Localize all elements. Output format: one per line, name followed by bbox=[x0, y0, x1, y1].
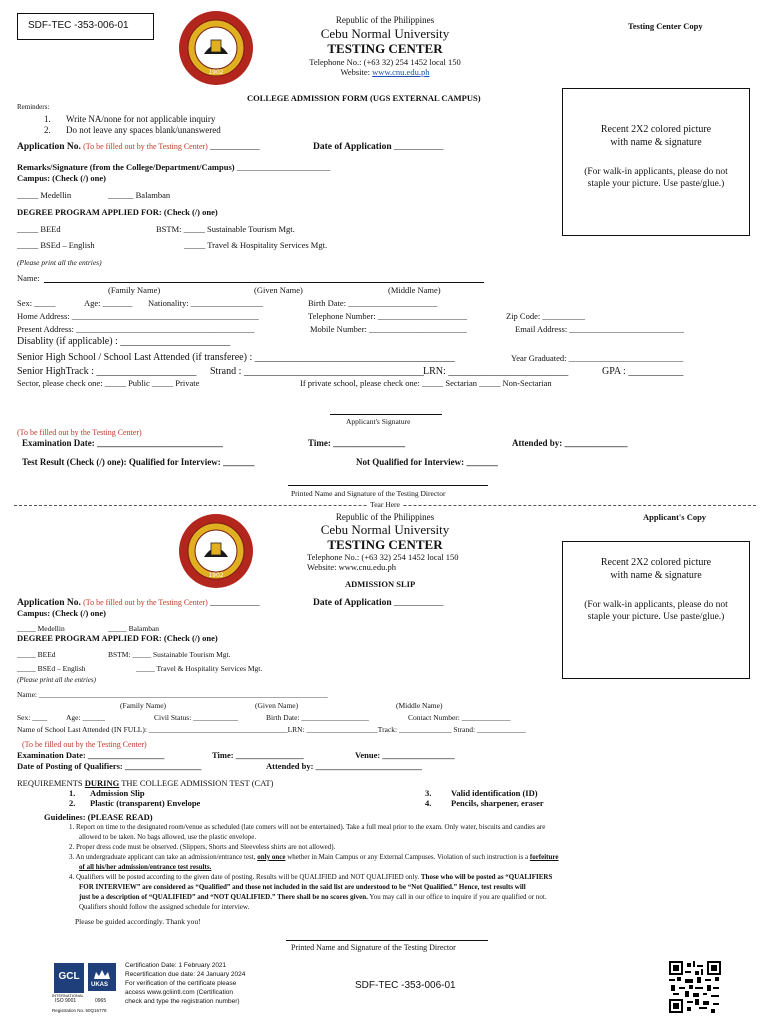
private-school-field[interactable]: If private school, please check one: _____ Sectarian _____ Non-Sectarian bbox=[300, 378, 552, 388]
republic-label: Republic of the Philippines bbox=[335, 15, 435, 25]
age-field[interactable]: Age: _______ bbox=[84, 298, 133, 308]
strand-field[interactable]: Strand : ____________________________________ bbox=[210, 366, 424, 377]
ukas-label: UKAS bbox=[91, 982, 109, 988]
bsed-check[interactable]: _____ BSEd – English bbox=[17, 240, 95, 250]
sex-field[interactable]: Sex: _____ bbox=[17, 298, 56, 308]
telephone-info: Telephone No.: (+63 32) 254 1452 local 150 bbox=[309, 57, 461, 67]
year-graduated-field[interactable]: Year Graduated: ___________________________ bbox=[511, 353, 684, 363]
slip-birth-date-field[interactable]: Birth Date: __________________ bbox=[266, 713, 369, 722]
website-row-2: Website: www.cnu.edu.ph bbox=[307, 562, 396, 572]
website-label: Website: bbox=[340, 67, 371, 77]
slip-balamban-check[interactable]: _____ Balamban bbox=[108, 624, 160, 633]
slip-medellin-check[interactable]: _____ Medellin bbox=[17, 624, 65, 633]
photo-box bbox=[562, 88, 750, 236]
university-name-2: Cebu Normal University bbox=[320, 522, 450, 537]
registration-number: Registration No. 50Q16778 bbox=[52, 1008, 107, 1013]
website-link-2[interactable]: www.cnu.edu.ph bbox=[338, 562, 396, 572]
slip-school-field[interactable]: Name of School Last Attended (IN FULL): _____________________________________LRN: ___________________Track: ______________ Strand: _____________ bbox=[17, 725, 526, 734]
application-no-label: Application No. bbox=[17, 142, 81, 152]
reminder-num-1: 1. bbox=[44, 114, 51, 124]
requirements-heading: REQUIREMENTS DURING THE COLLEGE ADMISSION TEST (CAT) bbox=[17, 778, 274, 788]
form-title: COLLEGE ADMISSION FORM (UGS EXTERNAL CAMPUS) bbox=[247, 93, 481, 103]
name-field[interactable] bbox=[44, 282, 484, 283]
slip-application-no-field[interactable]: ___________ bbox=[210, 597, 260, 607]
sector-field[interactable]: Sector, please check one: _____ Public _____ Private bbox=[17, 378, 200, 388]
family-name-caption: (Family Name) bbox=[108, 285, 161, 295]
bstm-check[interactable]: BSTM: _____ Sustainable Tourism Mgt. bbox=[156, 224, 295, 234]
footer-doc-code: SDF-TEC -353-006-01 bbox=[355, 980, 456, 991]
photo-box-2 bbox=[562, 541, 750, 679]
slip-application-no-row: Application No. (To be filled out by the Testing Center) ___________ bbox=[17, 597, 260, 608]
slip-attended-by-field[interactable]: Attended by: _________________________ bbox=[266, 761, 422, 771]
guideline-4: 4. Qualifiers will be posted according to the given date of posting. Results will be QUALIFIED and NOT QUALIFIED only. Those who will be posted as “QUALIFIERS bbox=[69, 873, 553, 881]
not-qualified-field[interactable]: Not Qualified for Interview: _______ bbox=[356, 457, 498, 467]
applicant-signature-label: Applicant's Signature bbox=[346, 417, 411, 426]
thm-check[interactable]: _____ Travel & Hospitality Services Mgt. bbox=[184, 240, 328, 250]
req-item-2: Plastic (transparent) Envelope bbox=[90, 798, 201, 808]
slip-contact-field[interactable]: Contact Number: _____________ bbox=[408, 713, 511, 722]
slip-middle-name-caption: (Middle Name) bbox=[396, 701, 443, 710]
applicant-signature-line[interactable] bbox=[330, 414, 442, 415]
cert-line-1: Certification Date: 1 February 2021 bbox=[125, 962, 227, 969]
middle-name-caption: (Middle Name) bbox=[388, 285, 441, 295]
birth-date-field[interactable]: Birth Date: _____________________ bbox=[308, 298, 438, 308]
email-address-field[interactable]: Email Address: ___________________________ bbox=[515, 324, 685, 334]
seal-year-2: 1902 bbox=[208, 572, 224, 579]
slip-beed-check[interactable]: _____ BEEd bbox=[17, 650, 56, 659]
disability-field[interactable]: Disablity (if applicable) : ______________________ bbox=[17, 336, 231, 347]
date-of-application-label: Date of Application bbox=[313, 142, 392, 152]
req-item-4: Pencils, sharpener, eraser bbox=[451, 798, 544, 808]
testing-center-title-2: TESTING CENTER bbox=[327, 537, 443, 552]
degree-program-label: DEGREE PROGRAM APPLIED FOR: (Check (/) one) bbox=[17, 207, 218, 217]
req-num-1: 1. bbox=[69, 788, 76, 798]
slip-venue-field[interactable]: Venue: _________________ bbox=[355, 750, 455, 760]
telephone-info-2: Telephone No.: (+63 32) 254 1452 local 150 bbox=[307, 552, 459, 562]
slip-bstm-check[interactable]: BSTM: _____ Sustainable Tourism Mgt. bbox=[108, 650, 231, 659]
test-result-field[interactable]: Test Result (Check (/) one): Qualified for Interview: _______ bbox=[22, 457, 255, 467]
slip-degree-label: DEGREE PROGRAM APPLIED FOR: (Check (/) one) bbox=[17, 633, 218, 643]
testing-center-copy-label: Testing Center Copy bbox=[628, 21, 703, 31]
guideline-3d: of all his/her admission/entrance test results. bbox=[79, 863, 212, 871]
photo-label-line1: Recent 2X2 colored picture bbox=[600, 124, 712, 135]
slip-sex-field[interactable]: Sex: ____ bbox=[17, 713, 48, 722]
cert-line-2: Recertification due date: 24 January 2024 bbox=[125, 971, 246, 978]
slip-civil-status-field[interactable]: Civil Status: ____________ bbox=[154, 713, 239, 722]
slip-name-field[interactable]: Name: _____________________________________________________________________________ bbox=[17, 690, 328, 699]
slip-exam-date-field[interactable]: Examination Date: __________________ bbox=[17, 750, 165, 760]
gpa-field[interactable]: GPA : ___________ bbox=[602, 366, 684, 377]
tear-here-label: Tear Here bbox=[370, 500, 400, 509]
ukas-number: 0965 bbox=[95, 998, 107, 1004]
slip-bsed-check[interactable]: _____ BSEd – English bbox=[17, 664, 86, 673]
testing-center-title: TESTING CENTER bbox=[327, 41, 443, 56]
remarks-field[interactable]: ______________________ bbox=[236, 162, 331, 172]
beed-check[interactable]: _____ BEEd bbox=[17, 224, 61, 234]
iso-label: ISO 9001 bbox=[55, 998, 77, 1004]
application-no-field[interactable]: ___________ bbox=[210, 141, 260, 151]
reminder-1: Write NA/none for not applicable inquiry bbox=[66, 114, 216, 124]
website-link[interactable]: www.cnu.edu.ph bbox=[372, 67, 430, 77]
nationality-field[interactable]: Nationality: _________________ bbox=[148, 298, 263, 308]
time-field[interactable]: Time: ________________ bbox=[308, 438, 406, 448]
guideline-4c: FOR INTERVIEW” are considered as “Qualified” and those not included in the said list are understood to be “Not Qualified.” Hence, test results will bbox=[79, 883, 526, 891]
req-num-3: 3. bbox=[425, 788, 432, 798]
campus-balamban-check[interactable]: ______ Balamban bbox=[108, 190, 171, 200]
print-note: (Please print all the entries) bbox=[17, 258, 102, 267]
tc-filled-note: (To be filled out by the Testing Center) bbox=[17, 428, 142, 437]
attended-by-field[interactable]: Attended by: ______________ bbox=[512, 438, 628, 448]
director-signature-label: Printed Name and Signature of the Testing Director bbox=[291, 489, 446, 498]
photo-label-line2: with name & signature bbox=[610, 137, 702, 148]
qr-code-icon bbox=[669, 961, 721, 1013]
shs-field[interactable]: Senior High School / School Last Attended (if transferee) : ________________________________________ bbox=[17, 352, 455, 363]
guideline-3: 3. An undergraduate applicant can take an admission/entrance test, only once whether in Main Campus or any External Campuses. Violation of such instruction is a forfeiture bbox=[69, 853, 559, 861]
telephone-number-field[interactable]: Telephone Number: _____________________ bbox=[308, 311, 467, 321]
req-num-4: 4. bbox=[425, 798, 432, 808]
guideline-1: 1. Report on time to the designated room/venue as scheduled (late comers will not be entertained). Take a full meal prior to the exam. Only water, biscuits and candies are bbox=[69, 823, 546, 831]
seal-year: 1902 bbox=[208, 69, 224, 76]
application-no-row bbox=[17, 141, 260, 152]
please-be-guided: Please be guided accordingly. Thank you! bbox=[75, 917, 201, 926]
university-name: Cebu Normal University bbox=[320, 26, 450, 41]
date-of-application-row bbox=[313, 141, 443, 152]
slip-tc-filled-note: (To be filled out by the Testing Center) bbox=[22, 740, 147, 749]
website-row bbox=[0, 67, 770, 77]
walkin-note-2: (For walk-in applicants, please do not staple your picture. Use paste/glue.) bbox=[584, 600, 728, 622]
walkin-note: (For walk-in applicants, please do not staple your picture. Use paste/glue.) bbox=[584, 167, 728, 189]
date-of-application-field[interactable]: ___________ bbox=[393, 141, 444, 151]
req-item-3: Valid identification (ID) bbox=[451, 788, 538, 798]
gcl-sub-label: INTERNATIONAL bbox=[52, 993, 84, 998]
photo-label-line1-2: Recent 2X2 colored picture bbox=[600, 557, 712, 568]
campus-medellin-check[interactable]: _____ Medellin bbox=[17, 190, 72, 200]
guidelines-label: Guidelines: (PLEASE READ) bbox=[44, 812, 153, 822]
slip-date-of-application-row: Date of Application ___________ bbox=[313, 597, 444, 608]
req-item-1: Admission Slip bbox=[90, 788, 145, 798]
campus-label: Campus: (Check (/) one) bbox=[17, 173, 107, 183]
slip-director-signature-line[interactable] bbox=[286, 940, 488, 941]
reminders-label: Reminders: bbox=[17, 103, 50, 111]
slip-family-name-caption: (Family Name) bbox=[120, 701, 167, 710]
req-num-2: 2. bbox=[69, 798, 76, 808]
filled-by-tc-note: (To be filled out by the Testing Center) bbox=[83, 142, 208, 151]
slip-campus-label: Campus: (Check (/) one) bbox=[17, 608, 107, 618]
sh-track-field[interactable]: Senior HighTrack : ____________________ bbox=[17, 366, 197, 377]
reminder-num-2: 2. bbox=[44, 125, 51, 135]
guideline-4d: just be a description of “QUALIFIED” and “NOT QUALIFIED.” There shall be no scores given. You may call in our office to inquire if you are qualified or not. bbox=[79, 893, 547, 901]
director-signature-line[interactable] bbox=[288, 485, 488, 486]
cert-line-4: access www.gcliintl.com (Certification bbox=[125, 989, 234, 996]
slip-print-note: (Please print all the entries) bbox=[17, 676, 96, 684]
cert-line-3: For verification of the certificate please bbox=[125, 980, 237, 987]
admission-slip-title: ADMISSION SLIP bbox=[345, 579, 416, 589]
slip-thm-check[interactable]: _____ Travel & Hospitality Services Mgt. bbox=[136, 664, 263, 673]
slip-director-signature-label: Printed Name and Signature of the Testing Director bbox=[291, 943, 456, 952]
slip-date-of-application-field[interactable]: ___________ bbox=[393, 597, 444, 607]
guideline-2: 2. Proper dress code must be observed. (Slippers, Shorts and Sleeveless shirts are not allowed). bbox=[69, 843, 336, 851]
photo-label-line2-2: with name & signature bbox=[610, 570, 702, 581]
gcl-logo: GCL bbox=[54, 963, 84, 993]
exam-date-field[interactable]: Examination Date: ____________________________ bbox=[22, 438, 223, 448]
guideline-1b: allowed to be taken. No bags allowed, use the plastic envelope. bbox=[79, 833, 257, 841]
home-address-field[interactable]: Home Address: ____________________________________________ bbox=[17, 311, 259, 321]
slip-posting-field[interactable]: Date of Posting of Qualifiers: __________________ bbox=[17, 761, 202, 771]
applicants-copy-label: Applicant's Copy bbox=[643, 512, 707, 522]
mobile-number-field[interactable]: Mobile Number: _______________________ bbox=[310, 324, 467, 334]
guideline-4f: Qualifiers should follow the assigned schedule for interview. bbox=[79, 903, 250, 911]
doc-code: SDF-TEC -353-006-01 bbox=[28, 20, 129, 31]
cert-line-5: check and type the registration number) bbox=[125, 998, 240, 1005]
slip-time-field[interactable]: Time: ________________ bbox=[212, 750, 304, 760]
name-label: Name: bbox=[17, 273, 40, 283]
lrn-field[interactable]: LRN: ________________________ bbox=[423, 366, 569, 377]
present-address-field[interactable]: Present Address: __________________________________________ bbox=[17, 324, 255, 334]
given-name-caption: (Given Name) bbox=[254, 285, 303, 295]
zip-code-field[interactable]: Zip Code: __________ bbox=[506, 311, 585, 321]
republic-label-2: Republic of the Philippines bbox=[335, 512, 435, 522]
remarks-label: Remarks/Signature (from the College/Department/Campus) ______________________ bbox=[17, 162, 331, 172]
slip-age-field[interactable]: Age: ______ bbox=[66, 713, 105, 722]
slip-given-name-caption: (Given Name) bbox=[255, 701, 299, 710]
reminder-2: Do not leave any spaces blank/unanswered bbox=[66, 125, 221, 135]
